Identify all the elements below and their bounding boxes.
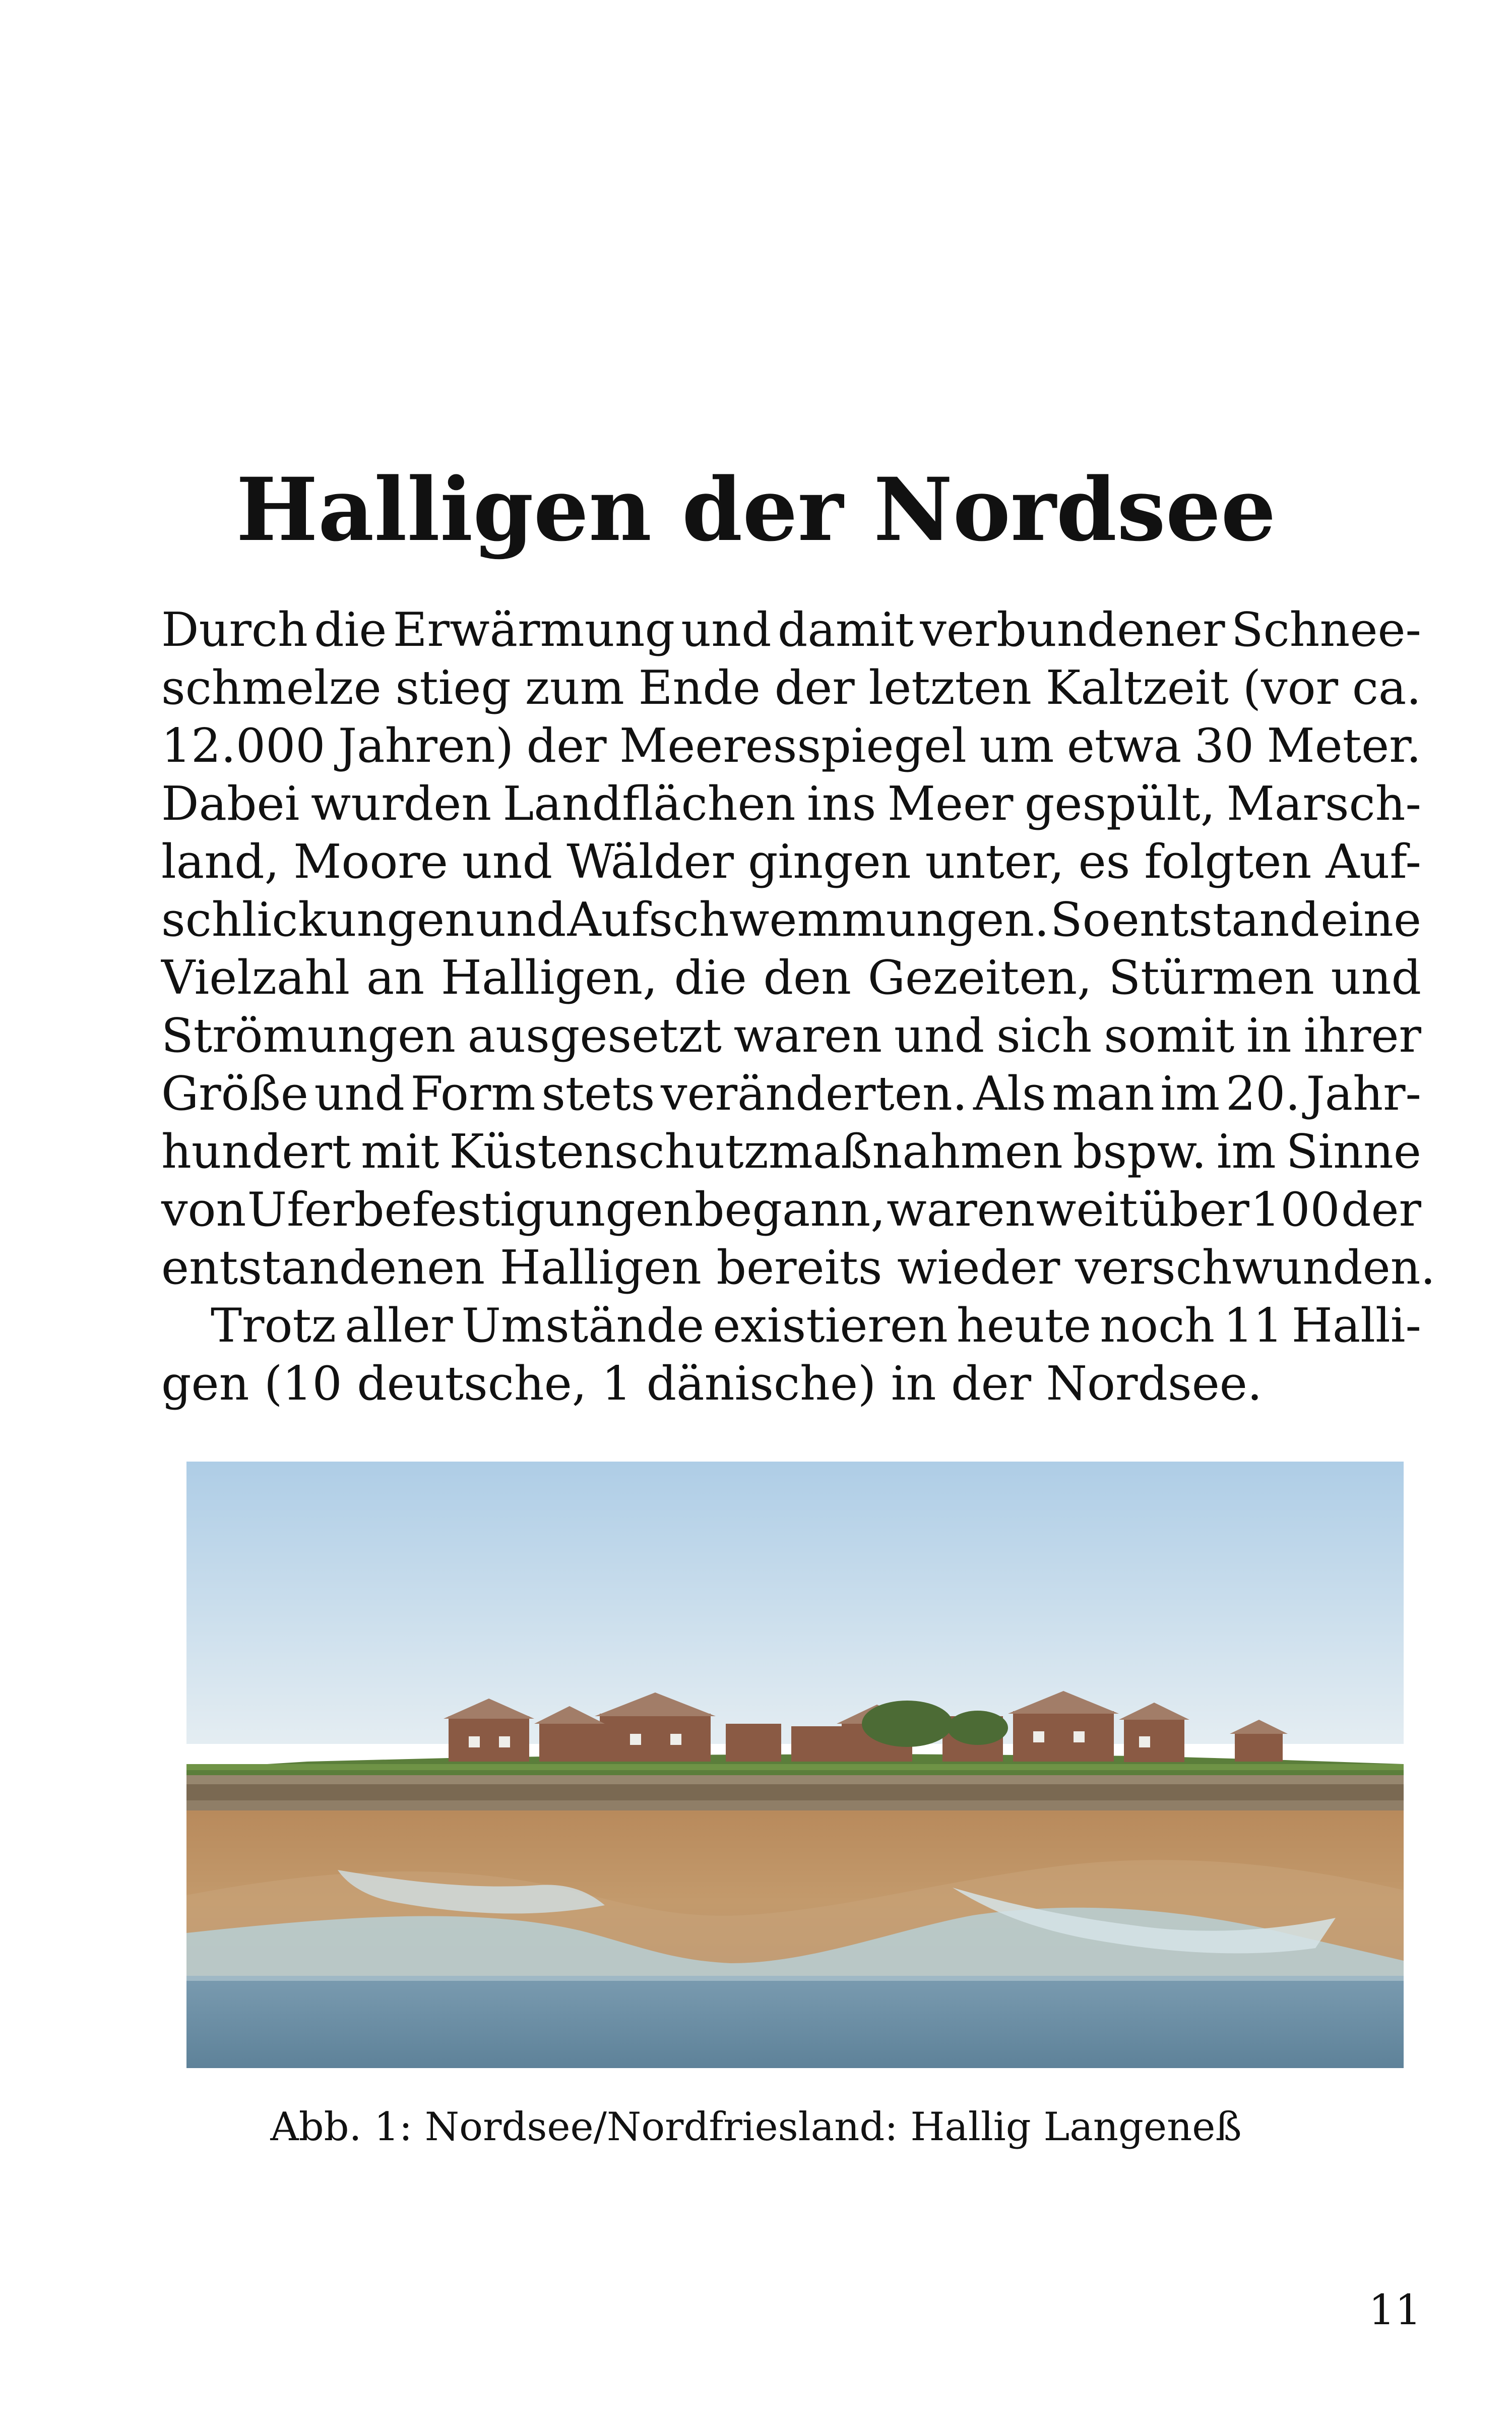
text-line: Größe und Form stets veränderten. Als man im 20. Jahr- [161,1066,1421,1121]
text-line: land, Moore und Wälder gingen unter, es folgten Auf- [161,834,1421,889]
text-line: hundert mit Küstenschutzmaßnahmen bspw. im Sinne [161,1124,1421,1179]
text-line: 12.000 Jahren) der Meeresspiegel um etwa 30 Meter. [161,718,1421,773]
text-line: schmelze stieg zum Ende der letzten Kaltzeit (vor ca. [161,660,1421,715]
text-line: entstandenen Halligen bereits wieder verschwunden. [161,1240,1436,1295]
hallig-photo [186,1462,1404,2068]
text-line: schlickungen und Aufschwemmungen. So entstand eine [161,892,1421,947]
page-title: Halligen der Nordsee [236,458,1276,561]
text-line: Durch die Erwärmung und damit verbundener Schnee- [161,602,1421,657]
text-line: Strömungen ausgesetzt waren und sich somit in ihrer [161,1008,1421,1063]
page-number: 11 [1368,2286,1421,2334]
body-text [161,601,1436,1413]
text-line: Dabei wurden Landflächen ins Meer gespült, Marsch- [161,776,1421,831]
text-line: Vielzahl an Halligen, die den Gezeiten, Stürmen und [161,950,1421,1005]
text-line: gen (10 deutsche, 1 dänische) in der Nordsee. [161,1356,1263,1411]
figure-caption: Abb. 1: Nordsee/Nordfriesland: Hallig Langeneß [270,2104,1242,2150]
text-line: Trotz aller Umstände existieren heute noch 11 Halli- [211,1298,1421,1353]
text-line: von Uferbefestigungen begann, waren weit über 100 der [161,1182,1421,1237]
